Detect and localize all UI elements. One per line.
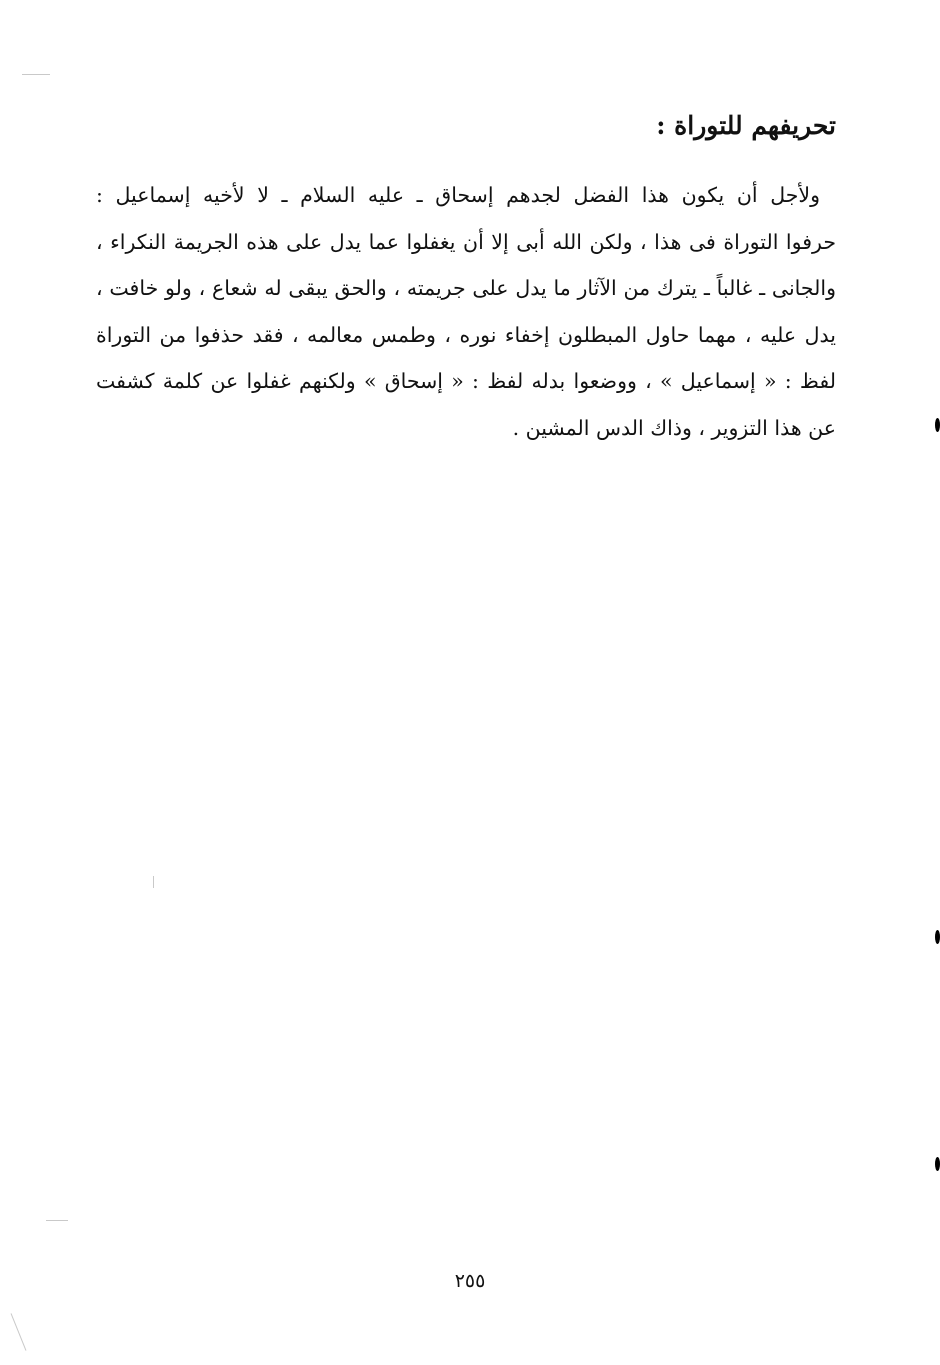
paragraph-line: يدل عليه ، مهما حاول المبطلون إخفاء نوره ، وطمس معالمه ، فقد حذفوا من التوراة (96, 322, 836, 347)
binding-hole-mark (935, 1157, 940, 1171)
scan-speck (46, 1220, 68, 1221)
paragraph-line: عن هذا التزوير ، وذاك الدس المشين . (512, 415, 836, 440)
scan-speck (11, 1313, 27, 1350)
scan-speck (153, 876, 154, 888)
paragraph-line: ولأجل أن يكون هذا الفضل لجدهم إسحاق ـ عليه السلام ـ لا لأخيه إسماعيل : (96, 183, 820, 207)
paragraph-line: حرفوا التوراة فى هذا ، ولكن الله أبى إلا أن يغفلوا عما يدل على هذه الجريمة النكراء ، (96, 229, 836, 254)
binding-hole-mark (935, 418, 940, 432)
section-heading: تحريفهم للتوراة : (656, 111, 836, 140)
paragraph-line: لفظ : « إسماعيل » ، ووضعوا بدله لفظ : « إسحاق » ولكنهم غفلوا عن كلمة كشفت (96, 369, 836, 393)
paragraph-line: والجانى ـ غالباً ـ يترك من الآثار ما يدل على جريمته ، والحق يبقى له شعاع ، ولو خافت ، (96, 276, 836, 300)
binding-hole-mark (935, 930, 940, 944)
page-number: ٢٥٥ (454, 1270, 486, 1292)
scan-speck (22, 74, 50, 75)
body-paragraph (96, 172, 836, 451)
